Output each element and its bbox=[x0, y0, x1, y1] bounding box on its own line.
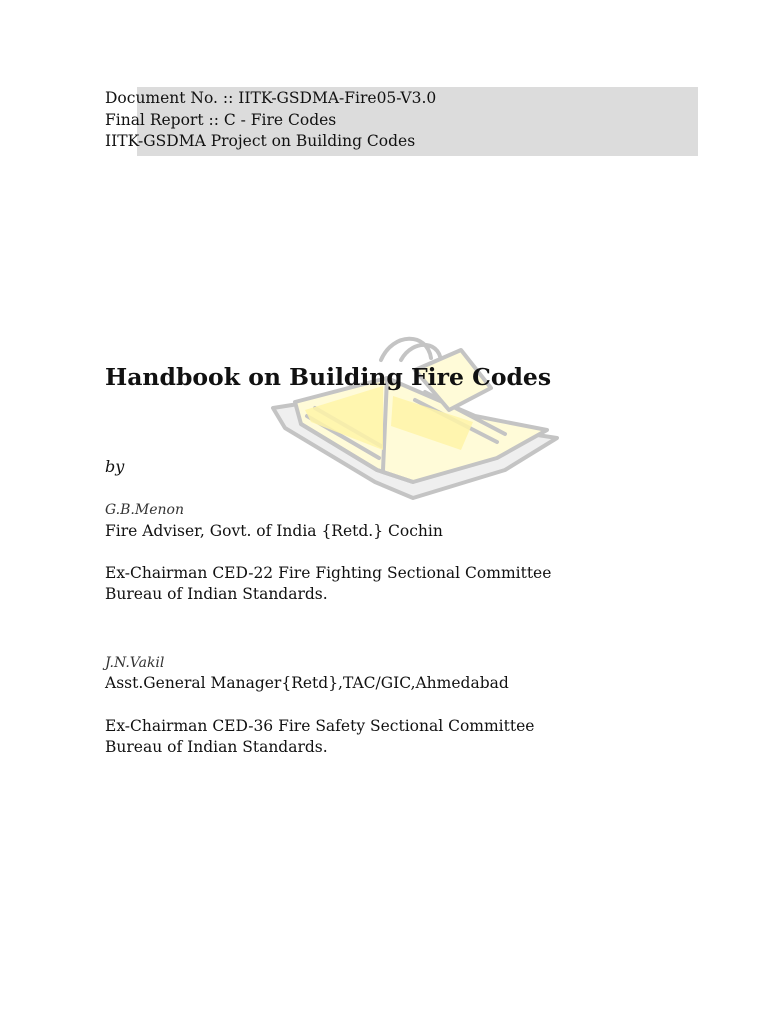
document-title: Handbook on Building Fire Codes bbox=[105, 363, 552, 391]
author-role: Ex-Chairman CED-22 Fire Fighting Sectional Committee bbox=[105, 564, 552, 582]
author-name: J.N.Vakil bbox=[105, 655, 165, 671]
project-line: IITK-GSDMA Project on Building Codes bbox=[105, 132, 416, 150]
author-position: Fire Adviser, Govt. of India {Retd.} Cochin bbox=[105, 522, 443, 540]
author-role: Ex-Chairman CED-36 Fire Safety Sectional Committee bbox=[105, 717, 535, 735]
author-position: Asst.General Manager{Retd},TAC/GIC,Ahmedabad bbox=[105, 674, 509, 692]
document-number: Document No. :: IITK-GSDMA-Fire05-V3.0 bbox=[105, 89, 437, 107]
document-header bbox=[105, 88, 436, 153]
author-name: G.B.Menon bbox=[105, 502, 184, 518]
by-label: by bbox=[105, 457, 125, 476]
author-organization: Bureau of Indian Standards. bbox=[105, 585, 328, 603]
open-book-icon bbox=[265, 330, 565, 505]
final-report-line: Final Report :: C - Fire Codes bbox=[105, 110, 337, 129]
author-organization: Bureau of Indian Standards. bbox=[105, 738, 328, 756]
